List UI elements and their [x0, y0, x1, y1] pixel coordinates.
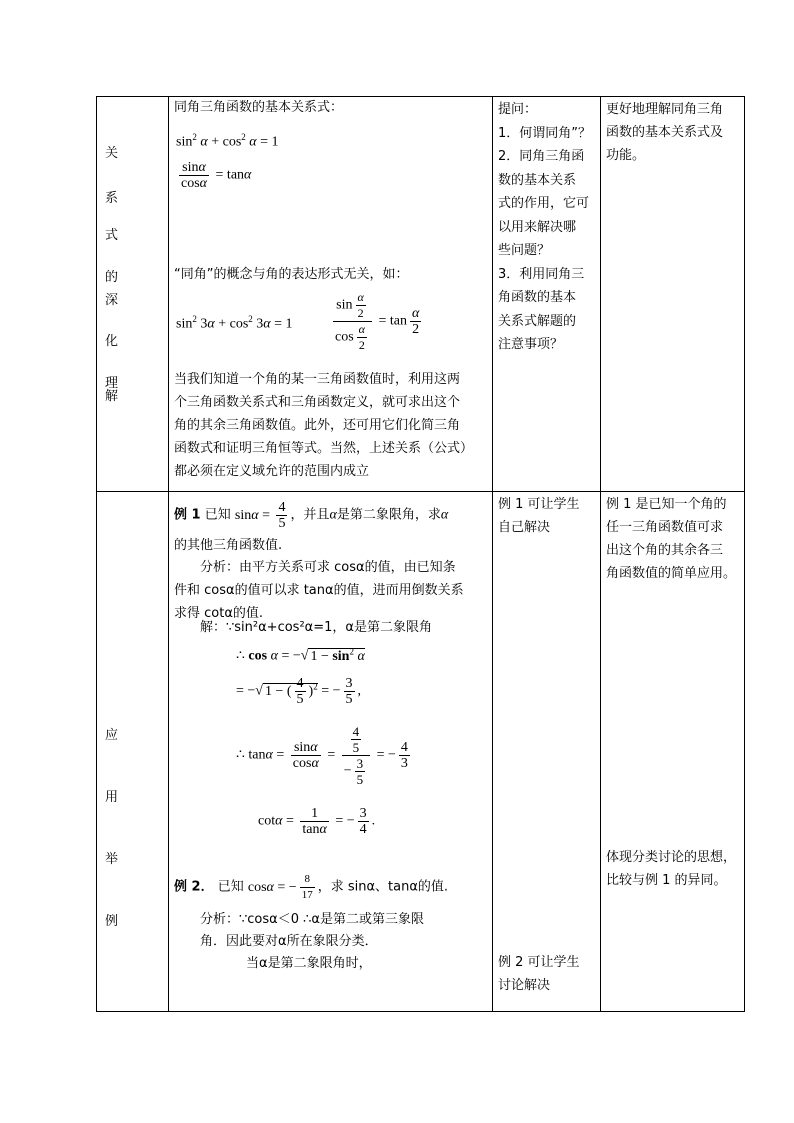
intent-line: 角函数值的简单应用。 [606, 566, 737, 581]
table-col-line-5 [744, 96, 745, 1012]
intent-line: 体现分类讨论的思想， [606, 850, 737, 865]
intent-line: 函数的基本关系式及 [606, 125, 724, 140]
example-formula-2: sin $\frac{\alpha}{2}$ cos $\frac{\alpha}{2}$ = tan $\frac{\alpha}{2}$ [335, 290, 420, 352]
analysis-line: 件和 cosα的值可以求 tanα的值，进而用倒数关系 [174, 583, 464, 598]
note-line: 例 1 可让学生 [498, 497, 580, 512]
question-line: 式的作用，它可 [498, 196, 590, 211]
section2-label-char: 举 [105, 852, 119, 867]
section1-label-char: 系 [105, 191, 119, 206]
section1-intent [606, 98, 723, 167]
solution-tan: ∴ tanα = $\frac{\sin\alpha}{\cos\alpha}$ = $\frac{4}{5}$ − $\frac{3}{5}$ = − $\frac{4}{3}$ [236, 724, 408, 787]
question-line: 提问： [498, 102, 538, 117]
table-col-line-3 [492, 96, 493, 1012]
example-formula-1: $\sin^2 3\alpha + \cos^2 3\alpha = 1$ [176, 314, 293, 332]
concept-note: “同角”的概念与角的表达形式无关，如： [174, 267, 409, 282]
section2-label-char: 应 [105, 728, 119, 743]
intent-line: 比较与例 1 的异同。 [606, 873, 727, 888]
question-line: 注意事项？ [498, 337, 564, 352]
intent-line: 更好地理解同角三角 [606, 102, 724, 117]
table-border-bottom [96, 1011, 745, 1012]
explanation-paragraph [174, 368, 473, 483]
question-line: 以用来解决哪 [498, 219, 577, 235]
paragraph-line: 都必须在定义域允许的范围内成立 [174, 464, 370, 479]
solution-cos-step2: = −√ 1 − ( $\frac{4}{5}$ )$^2$ = − $\frac{3}{5}$ , [236, 676, 362, 707]
analysis-line: 求得 cotα的值. [174, 606, 264, 621]
question-line: 关系式解题的 [498, 313, 577, 329]
section2-label-char: 例 [105, 914, 119, 929]
example2-statement: 例 2． 已知 cosα = − $\frac{8}{17}$ ，求 sinα、tanα的值. [174, 873, 449, 901]
paragraph-line: 函数式和证明三角恒等式。当然，上述关系（公式） [174, 441, 474, 456]
note-line: 自己解决 [498, 520, 551, 535]
intent-line: 例 1 是已知一个角的 [606, 497, 727, 512]
example2-case: 当α是第二象限角时， [246, 956, 372, 971]
note-line: 讨论解决 [498, 978, 551, 993]
section2-label-char: 用 [105, 790, 119, 805]
intent-line: 任一三角函数值可求 [606, 520, 724, 535]
section1-heading: 同角三角函数的基本关系式： [174, 100, 344, 115]
table-col-line-4 [600, 96, 601, 1012]
note-line: 例 2 可让学生 [498, 955, 580, 970]
paragraph-line: 个三角函数关系式和三角函数定义，就可求出这个 [174, 395, 461, 410]
example2-label: 例 2． [174, 879, 214, 895]
question-line: 2．同角三角函 [498, 149, 585, 164]
section1-label-char: 关 [105, 146, 119, 161]
example1-analysis [174, 556, 464, 625]
example1-statement: 例 1 已知 sinα = $\frac{4}{5}$ ，并且α是第二象限角，求α [174, 500, 449, 531]
table-border-top [96, 96, 745, 97]
table-border-middle [96, 491, 745, 492]
section1-label-char: 解 [105, 389, 119, 404]
intent-line: 出这个角的其余各三 [606, 543, 724, 558]
example1-note [498, 493, 580, 539]
section1-label-char: 式 [105, 228, 119, 243]
example1-label: 例 1 [174, 507, 201, 523]
example2-intent [606, 846, 736, 892]
analysis-line: 分析：由平方关系可求 cosα的值，由已知条 [200, 560, 456, 575]
section1-label-char: 化 [105, 334, 119, 349]
question-line: 数的基本关系 [498, 172, 577, 188]
example1-line2: 的其他三角函数值. [174, 538, 283, 553]
question-line: 些问题？ [498, 243, 551, 258]
section1-label-char: 的 [105, 270, 119, 285]
paragraph-line: 当我们知道一个角的某一三角函数值时，利用这两 [174, 372, 461, 387]
formula-pythagorean: $\sin^2 \alpha + \cos^2 \alpha = 1$ [176, 132, 279, 150]
solution-cot: cotα = $\frac{1}{\tan\alpha}$ = − $\frac{3}{4}$ . [258, 806, 376, 837]
section1-label-char: 理 [105, 376, 119, 391]
table-col-line-2 [168, 96, 169, 1012]
formula-quotient: $\frac{\sin\alpha}{\cos\alpha}$ = tanα [181, 160, 252, 191]
intent-line: 功能。 [606, 148, 646, 163]
solution-line: 解：∵sin²α+cos²α=1，α是第二象限角 [200, 620, 432, 635]
example1-intent [606, 493, 736, 585]
question-line: 3．利用同角三 [498, 266, 585, 282]
questions-list [498, 98, 591, 357]
question-line: 角函数的基本 [498, 290, 577, 305]
paragraph-line: 角的其余三角函数值。此外，还可用它们化简三角 [174, 418, 461, 433]
question-line: 1．何谓同角”？ [498, 125, 592, 141]
example2-note [498, 951, 580, 997]
example2-analysis-line1: 分析：∵cosα＜0 ∴α是第二或第三象限 [200, 912, 424, 927]
example2-analysis-line2: 角．因此要对α所在象限分类． [200, 934, 378, 949]
table-col-line-1 [96, 96, 97, 1012]
section1-label-char: 深 [105, 293, 119, 308]
solution-cos-step1: ∴ cos α = −√ $1 - \sin^2 \alpha$ [236, 646, 365, 664]
